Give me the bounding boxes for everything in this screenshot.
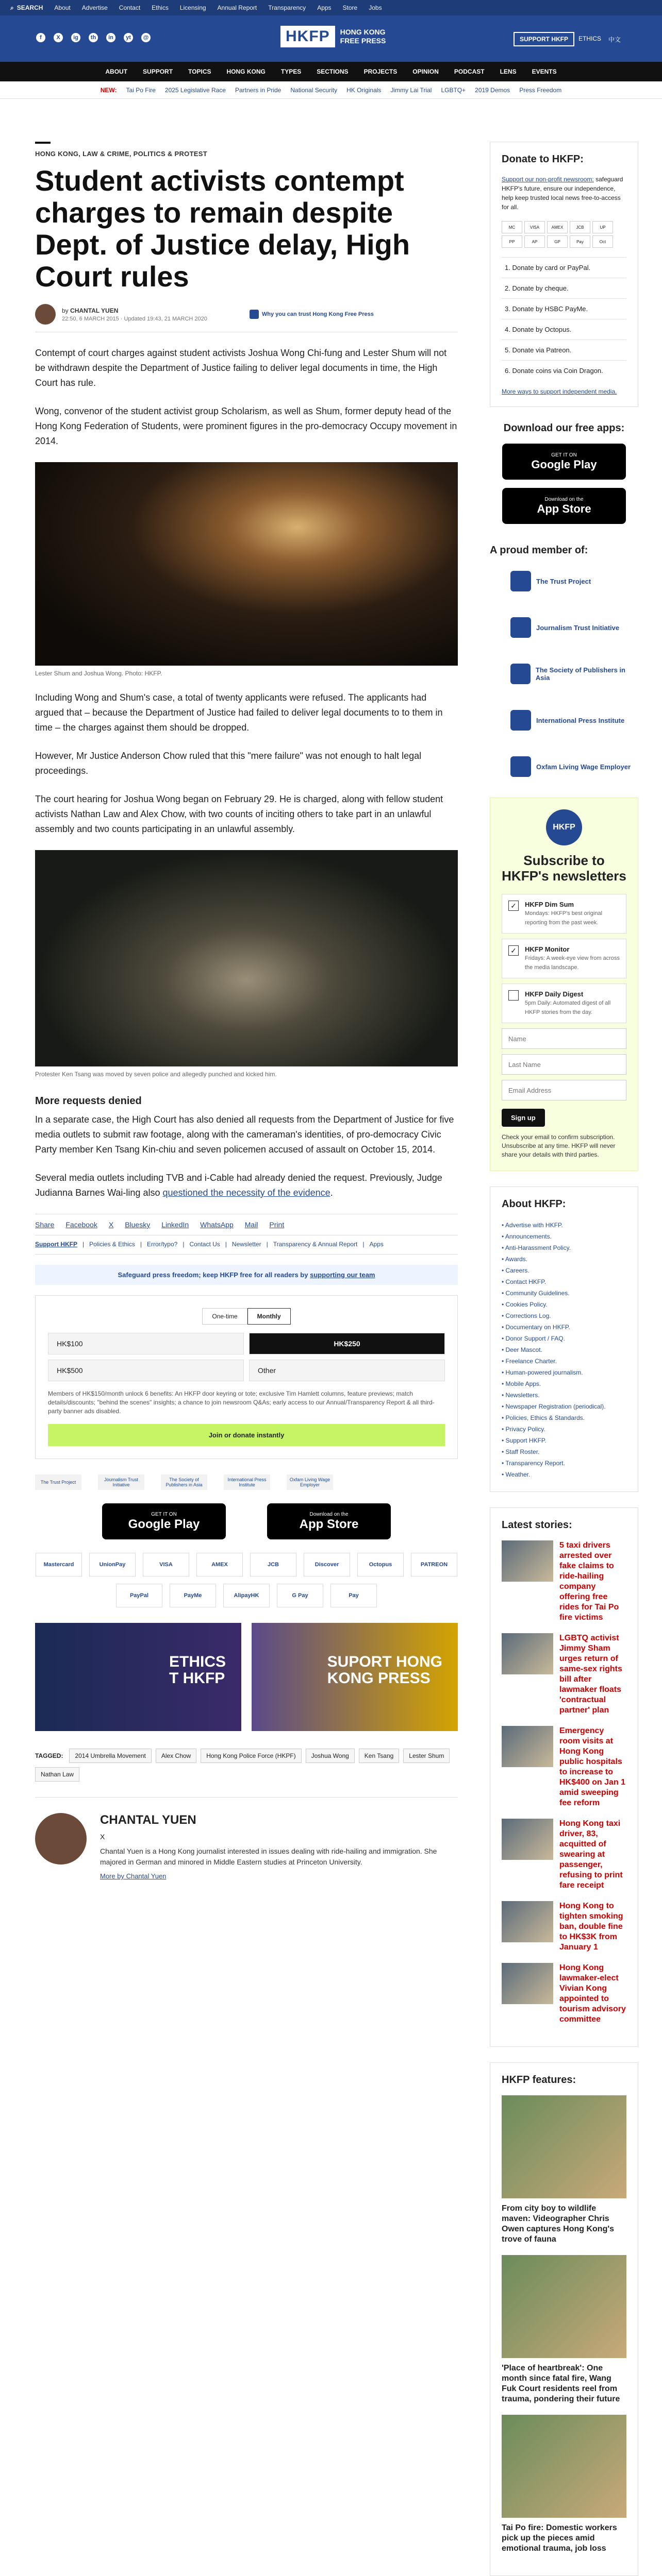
join-button[interactable]: Join or donate instantly <box>48 1424 445 1446</box>
util-link-annual-report[interactable]: Annual Report <box>217 4 257 11</box>
membership-note: Members of HK$150/month unlock 6 benefits: An HKFP door keyring or tote; exclusive Tim Hamlett columns, feature previews; match details/discounts; "behind the scenes" insights; a chance to join newsroom Q&As; early access to our Annual/Transparency Report & all third-party banner ads disabled. <box>48 1390 435 1415</box>
footer-link[interactable]: Contact Us <box>189 1241 220 1248</box>
app-store-button[interactable]: Download on the App Store <box>502 488 626 524</box>
author-name[interactable]: CHANTAL YUEN <box>100 1813 196 1827</box>
article-title: Student activists contempt charges to remain despite Dept. of Justice delay, High Court rules <box>35 164 410 293</box>
footer-link[interactable]: Newsletter <box>231 1241 261 1248</box>
ticker-item[interactable]: Partners in Pride <box>235 86 282 94</box>
feature-image[interactable] <box>502 2415 626 2518</box>
util-link-apps[interactable]: Apps <box>317 4 332 11</box>
card-icon: MC <box>502 221 522 233</box>
ticker-item[interactable]: Tai Po Fire <box>126 86 156 94</box>
amount-grid <box>48 1333 445 1381</box>
ticker-item[interactable]: Press Freedom <box>519 86 562 94</box>
about-title: About HKFP: <box>502 1198 566 1210</box>
member-section <box>490 545 638 782</box>
google-play-button[interactable]: GET IT ON Google Play <box>102 1503 226 1539</box>
about-link[interactable]: • Support HKFP. <box>502 1435 626 1446</box>
about-link[interactable]: • Policies, Ethics & Standards. <box>502 1412 626 1423</box>
share-x[interactable]: X <box>108 1221 114 1229</box>
about-link[interactable]: • Careers. <box>502 1265 626 1276</box>
evidence-link[interactable]: questioned the necessity of the evidence <box>162 1188 330 1198</box>
tags-label: TAGGED: <box>35 1752 63 1759</box>
social-icons <box>36 33 151 42</box>
donate-title: Donate to HKFP: <box>502 154 584 165</box>
nav-support[interactable]: SUPPORT <box>143 68 173 75</box>
site-logo[interactable] <box>280 26 386 47</box>
card-icon: JCB <box>570 221 590 233</box>
donate-option[interactable]: 2. Donate by cheque. <box>502 278 626 298</box>
member-logo[interactable]: Journalism Trust Initiative <box>490 612 638 643</box>
share-bluesky[interactable]: Bluesky <box>125 1221 151 1229</box>
ticker-label: NEW: <box>100 86 117 94</box>
about-link[interactable]: • Transparency Report. <box>502 1458 626 1469</box>
features-box <box>490 2062 638 2576</box>
partner-logo[interactable]: The Society of Publishers in Asia <box>161 1475 207 1490</box>
support-team-link[interactable]: supporting our team <box>310 1271 375 1279</box>
feature-image[interactable] <box>502 2095 626 2198</box>
trust-icon <box>250 310 259 319</box>
about-link[interactable]: • Staff Roster. <box>502 1446 626 1458</box>
card-icon: AMEX <box>547 221 568 233</box>
app-store-buttons <box>35 1503 458 1539</box>
newsletter-box <box>490 798 638 1171</box>
nav-opinion[interactable]: OPINION <box>412 68 439 75</box>
article-footer-links: Support HKFP | Policies & Ethics | Error/typo? | Contact Us | Newsletter | Transparency & Annual Report | Apps <box>35 1241 458 1255</box>
tag-list <box>35 1749 458 1782</box>
about-box <box>490 1187 638 1492</box>
nav-about[interactable]: ABOUT <box>105 68 128 75</box>
about-link[interactable]: • Deer Mascot. <box>502 1344 626 1355</box>
email-input[interactable]: Email Address <box>502 1080 626 1100</box>
util-link-advertise[interactable]: Advertise <box>81 4 108 11</box>
about-link[interactable]: • Weather. <box>502 1469 626 1480</box>
tag[interactable]: Ken Tsang <box>359 1749 400 1763</box>
gpay-icon: G Pay <box>277 1584 323 1607</box>
signup-button[interactable]: Sign up <box>502 1109 545 1127</box>
search-link[interactable]: ⌕ SEARCH <box>10 4 43 11</box>
alipay-icon: AlipayHK <box>223 1584 270 1607</box>
about-link[interactable]: • Advertise with HKFP. <box>502 1219 626 1231</box>
support-newsroom-link[interactable]: Support our non-profit newsroom: <box>502 176 594 183</box>
ticker-item[interactable]: 2025 Legislative Race <box>164 86 226 94</box>
publish-date: 22:50, 6 MARCH 2015 · Updated 19:43, 21 MARCH 2020 <box>62 315 207 322</box>
checkbox[interactable] <box>508 990 519 1001</box>
facebook-icon[interactable]: f <box>36 33 45 42</box>
util-link-transparency[interactable]: Transparency <box>268 4 306 11</box>
tag[interactable]: Nathan Law <box>35 1767 79 1782</box>
paragraph: In a separate case, the High Court has also denied all requests from the Department of Justice for five media outlets to submit raw footage, along with the cameraman's identities, of pro-democracy Civic Party member Ken Tsang Kin-chiu and seven policemen accused of assault on October 15, 2014. <box>35 1114 454 1155</box>
nav-lens[interactable]: LENS <box>500 68 517 75</box>
byline <box>35 304 458 332</box>
card-logos <box>502 221 626 248</box>
amount-option-selected[interactable]: HK$250 <box>249 1333 445 1354</box>
partner-logo[interactable]: International Press Institute <box>224 1475 270 1490</box>
app-store-button[interactable]: Download on the App Store <box>267 1503 391 1539</box>
newsletter-option[interactable]: ✓ HKFP Dim Sum Mondays: HKFP's best original reporting from the past week. <box>502 894 626 934</box>
story-thumbnail <box>502 1633 553 1674</box>
ticker-item[interactable]: Jimmy Lai Trial <box>390 86 432 94</box>
donation-widget <box>35 1295 458 1459</box>
author-link[interactable]: CHANTAL YUEN <box>70 307 119 314</box>
card-icon: VISA <box>524 221 545 233</box>
about-link[interactable]: • Human-powered journalism. <box>502 1367 626 1378</box>
about-link[interactable]: • Announcements. <box>502 1231 626 1242</box>
share-linkedin[interactable]: LinkedIn <box>161 1221 189 1229</box>
instagram-icon[interactable]: ig <box>71 33 80 42</box>
main-nav <box>0 62 662 81</box>
author-bio: Chantal Yuen is a Hong Kong journalist interested in issues dealing with ride-hailing and immigration. She majored in German and minored in Middle Eastern studies at Princeton University. <box>100 1847 437 1866</box>
partner-logo[interactable]: The Trust Project <box>35 1475 81 1490</box>
google-play-button[interactable]: GET IT ON Google Play <box>502 444 626 480</box>
amount-option[interactable]: HK$100 <box>48 1333 244 1354</box>
patreon-icon: PATREON <box>411 1553 457 1577</box>
ticker-item[interactable]: HK Originals <box>346 86 382 94</box>
jcb-icon: JCB <box>250 1553 296 1577</box>
apps-section <box>490 422 638 524</box>
util-link-ethics[interactable]: Ethics <box>152 4 169 11</box>
about-link[interactable]: • Freelance Charter. <box>502 1355 626 1367</box>
share-link[interactable]: Share <box>35 1221 55 1229</box>
newsletter-badge: HKFP <box>546 809 582 845</box>
about-link[interactable]: • Privacy Policy. <box>502 1423 626 1435</box>
paypal-icon: PayPal <box>116 1584 162 1607</box>
share-facebook[interactable]: Facebook <box>65 1221 97 1229</box>
share-print[interactable]: Print <box>269 1221 285 1229</box>
search-icon: ⌕ <box>10 4 14 11</box>
amount-option[interactable]: HK$500 <box>48 1360 244 1381</box>
x-icon[interactable]: X <box>100 1833 105 1841</box>
nav-podcast[interactable]: PODCAST <box>454 68 485 75</box>
latest-title: Latest stories: <box>502 1519 572 1531</box>
story-thumbnail <box>502 1901 553 1942</box>
about-link[interactable]: • Donor Support / FAQ. <box>502 1333 626 1344</box>
article-kicker[interactable]: HONG KONG, LAW & CRIME, POLITICS & PROTEST <box>35 150 207 158</box>
threads-icon[interactable]: th <box>89 33 98 42</box>
nav-topics[interactable]: TOPICS <box>188 68 211 75</box>
tag[interactable]: 2014 Umbrella Movement <box>69 1749 151 1763</box>
share-mail[interactable]: Mail <box>244 1221 258 1229</box>
author-box <box>35 1797 458 1881</box>
list-item[interactable]: 5 taxi drivers arrested over fake claims to ride-hailing company offering free rides for Tai Po fire victims <box>502 1540 626 1623</box>
footer-link[interactable]: Support HKFP <box>35 1241 77 1248</box>
member-logo[interactable]: The Society of Publishers in Asia <box>490 658 638 689</box>
newsletter-title: Subscribe to HKFP's newsletters <box>502 853 626 884</box>
donate-option[interactable]: 6. Donate coins via Coin Dragon. <box>502 360 626 381</box>
amex-icon: AMEX <box>196 1553 243 1577</box>
list-item[interactable]: Hong Kong to tighten smoking ban, double fine to HK$3K from January 1 <box>502 1901 626 1953</box>
photo-caption: Protester Ken Tsang was moved by seven police and allegedly punched and kicked him. <box>35 1071 277 1078</box>
feature-headline[interactable]: 'Place of heartbreak': One month since fatal fire, Wang Fuk Court residents reel from trauma, pondering their future <box>502 2364 620 2403</box>
mastercard-icon: Mastercard <box>36 1553 82 1577</box>
brand-bar <box>0 15 662 62</box>
util-link-licensing[interactable]: Licensing <box>179 4 206 11</box>
features-title: HKFP features: <box>502 2074 576 2086</box>
utility-bar <box>0 0 662 15</box>
about-link[interactable]: • Cookies Policy. <box>502 1299 626 1310</box>
footer-link[interactable]: Error/typo? <box>146 1241 178 1248</box>
util-link-contact[interactable]: Contact <box>119 4 141 11</box>
logo-line-1: HONG KONG <box>340 28 386 36</box>
payment-logos <box>35 1553 458 1607</box>
list-item[interactable]: LGBTQ activist Jimmy Sham urges return of same-sex rights bill after lawmaker floats 'contractual partner' plan <box>502 1633 626 1716</box>
partner-logo[interactable]: Oxfam Living Wage Employer <box>287 1475 333 1490</box>
about-link[interactable]: • Newspaper Registration (periodical). <box>502 1401 626 1412</box>
subheading: More requests denied <box>35 1095 142 1107</box>
about-link[interactable]: • Contact HKFP. <box>502 1276 626 1287</box>
donate-box <box>490 142 638 407</box>
octopus-icon: Octopus <box>357 1553 404 1577</box>
story-thumbnail <box>502 1963 553 2004</box>
ticker-item[interactable]: LGBTQ+ <box>441 86 466 94</box>
author-avatar[interactable] <box>35 304 56 325</box>
paragraph: Including Wong and Shum's case, a total of twenty applicants were refused. The applicants had argued that – because the Department of Justice had failed to deliver legal documents to to them in time – the charges against them should be dropped. <box>35 692 443 733</box>
last-name-input[interactable]: Last Name <box>502 1054 626 1075</box>
sidebar <box>490 142 638 2576</box>
tag[interactable]: Hong Kong Police Force (HKPF) <box>201 1749 301 1763</box>
payme-icon: PayMe <box>170 1584 216 1607</box>
photo-caption: Lester Shum and Joshua Wong. Photo: HKFP. <box>35 670 162 677</box>
share-bar <box>35 1214 458 1235</box>
apple-pay-icon: Pay <box>330 1584 377 1607</box>
mastodon-icon[interactable]: @ <box>141 33 151 42</box>
photo-ken-tsang <box>35 850 458 1066</box>
about-list <box>502 1219 626 1480</box>
about-link[interactable]: • Anti-Harassment Policy. <box>502 1242 626 1253</box>
partner-logo[interactable]: Journalism Trust Initiative <box>98 1475 144 1490</box>
ethics-banner[interactable]: ETHICS T HKFP <box>35 1623 241 1731</box>
feature-image[interactable] <box>502 2255 626 2358</box>
list-item[interactable]: Hong Kong taxi driver, 83, acquitted of swearing at passenger, refusing to print fare receipt <box>502 1819 626 1891</box>
author-photo[interactable] <box>35 1813 87 1865</box>
more-ways-link[interactable]: More ways to support independent media. <box>502 388 617 395</box>
discover-icon: Discover <box>304 1553 350 1577</box>
ticker-item[interactable]: 2019 Demos <box>475 86 510 94</box>
donate-option[interactable]: 1. Donate by card or PayPal. <box>502 257 626 278</box>
card-icon: UP <box>592 221 613 233</box>
nav-events[interactable]: EVENTS <box>532 68 557 75</box>
topic-ticker <box>0 81 662 99</box>
linkedin-icon[interactable]: in <box>106 33 115 42</box>
support-hkfp-button[interactable]: SUPPORT HKFP <box>514 32 574 46</box>
newsletter-option[interactable]: ✓ HKFP Monitor Fridays: A week-eye view from across the media landscape. <box>502 939 626 978</box>
story-thumbnail <box>502 1819 553 1860</box>
ethics-link[interactable]: ETHICS <box>578 35 601 42</box>
card-icon: AP <box>524 235 545 248</box>
card-icon: GP <box>547 235 568 248</box>
apps-title: Download our free apps: <box>503 422 625 434</box>
donate-option[interactable]: 3. Donate by HSBC PayMe. <box>502 298 626 319</box>
promo-banners <box>35 1623 458 1731</box>
list-item[interactable]: Hong Kong lawmaker-elect Vivian Kong appointed to tourism advisory committee <box>502 1963 626 2025</box>
ticker-item[interactable]: National Security <box>290 86 338 94</box>
tag[interactable]: Joshua Wong <box>306 1749 355 1763</box>
frequency-toggle <box>48 1308 445 1325</box>
nav-sections[interactable]: SECTIONS <box>317 68 349 75</box>
card-icon: Pay <box>570 235 590 248</box>
latest-stories <box>490 1507 638 2047</box>
member-logo[interactable]: International Press Institute <box>490 705 638 736</box>
story-thumbnail <box>502 1726 553 1767</box>
article <box>35 142 458 1881</box>
logo-box: HKFP <box>280 26 335 47</box>
feature-headline[interactable]: Tai Po fire: Domestic workers pick up the pieces amid emotional trauma, job loss <box>502 2523 617 2553</box>
photo-wong-shum <box>35 462 458 666</box>
footer-link[interactable]: Apps <box>369 1241 384 1248</box>
donate-text: safeguard HKFP's future, ensure our independence, help keep trusted local news free-to-access for all. <box>502 176 623 211</box>
trust-link[interactable]: Why you can trust Hong Kong Free Press <box>250 310 374 319</box>
first-name-input[interactable]: Name <box>502 1028 626 1049</box>
card-icon: Oct <box>592 235 613 248</box>
nav-types[interactable]: TYPES <box>280 68 302 75</box>
member-logo[interactable]: Oxfam Living Wage Employer <box>490 751 638 782</box>
footer-link[interactable]: Policies & Ethics <box>89 1241 135 1248</box>
about-link[interactable]: • Community Guidelines. <box>502 1287 626 1299</box>
footer-link[interactable]: Transparency & Annual Report <box>273 1241 358 1248</box>
paragraph: The court hearing for Joshua Wong began on February 29. He is charged, along with fellow student activists Nathan Law and Alex Chow, with two counts of inciting others to take part in an unlawful assembly and two counts participating in an unlawful assembly. <box>35 794 443 834</box>
support-banner[interactable]: SUPORT HONG KONG PRESS <box>252 1623 458 1731</box>
about-link[interactable]: • Corrections Log. <box>502 1310 626 1321</box>
chinese-link[interactable]: 中文 <box>608 36 621 43</box>
paragraph: Several media outlets including TVB and i-Cable had already denied the request. Previously, Judge Judianna Barnes Wai-ling also questioned the necessity of the evidence. <box>35 1173 442 1198</box>
paragraph: Wong, convenor of the student activist group Scholarism, as well as Shum, former deputy head of the Hong Kong Federation of Students, were prominent figures in the pro-democracy Occupy movement in 2014. <box>35 406 457 446</box>
checkbox[interactable]: ✓ <box>508 945 519 956</box>
safeguard-banner: Safeguard press freedom; keep HKFP free for all readers by supporting our team <box>35 1265 458 1285</box>
util-link-store[interactable]: Store <box>342 4 358 11</box>
youtube-icon[interactable]: yt <box>124 33 133 42</box>
member-logo[interactable]: The Trust Project <box>490 566 638 597</box>
member-title: A proud member of: <box>490 545 588 556</box>
feature-headline[interactable]: From city boy to wildlife maven: Videographer Chris Owen captures Hong Kong's trove of fauna <box>502 2204 615 2244</box>
newsletter-option[interactable]: HKFP Daily Digest 5pm Daily: Automated digest of all HKFP stories from the day. <box>502 984 626 1023</box>
card-icon: PP <box>502 235 522 248</box>
paragraph: Contempt of court charges against student activists Joshua Wong Chi-fung and Lester Shum will not be withdrawn despite the Department of Justice failing to deliver legal documents in time, the High Court has rule. <box>35 348 447 388</box>
donate-option[interactable]: 5. Donate via Patreon. <box>502 340 626 360</box>
donate-option[interactable]: 4. Donate by Octopus. <box>502 319 626 340</box>
unionpay-icon: UnionPay <box>89 1553 136 1577</box>
newsletter-note: Check your email to confirm subscription. Unsubscribe at any time. HKFP will never share your details with third parties. <box>502 1133 616 1158</box>
freq-monthly[interactable]: Monthly <box>247 1308 291 1325</box>
amount-other-input[interactable]: Other <box>249 1360 445 1381</box>
paragraph: However, Mr Justice Anderson Chow ruled that this "mere failure" was not enough to halt legal proceedings. <box>35 751 422 776</box>
x-icon[interactable]: X <box>54 33 63 42</box>
more-by-author-link[interactable]: More by Chantal Yuen <box>100 1872 167 1880</box>
list-item[interactable]: Emergency room visits at Hong Kong public hospitals to increase to HK$400 on Jan 1 amid sweeping fee reform <box>502 1726 626 1808</box>
tag[interactable]: Lester Shum <box>403 1749 450 1763</box>
util-link-about[interactable]: About <box>54 4 71 11</box>
about-link[interactable]: • Newsletters. <box>502 1389 626 1401</box>
partner-logos <box>35 1475 458 1490</box>
checkbox[interactable]: ✓ <box>508 901 519 911</box>
kicker-rule <box>35 142 51 144</box>
tag[interactable]: Alex Chow <box>156 1749 196 1763</box>
freq-one-time[interactable]: One-time <box>202 1308 247 1325</box>
byline-by: by <box>62 307 69 314</box>
story-thumbnail <box>502 1540 553 1582</box>
nav-projects[interactable]: PROJECTS <box>363 68 398 75</box>
about-link[interactable]: • Documentary on HKFP. <box>502 1321 626 1333</box>
nav-hong-kong[interactable]: HONG KONG <box>226 68 266 75</box>
visa-icon: VISA <box>143 1553 189 1577</box>
util-link-jobs[interactable]: Jobs <box>369 4 382 11</box>
share-whatsapp[interactable]: WhatsApp <box>200 1221 234 1229</box>
about-link[interactable]: • Mobile Apps. <box>502 1378 626 1389</box>
about-link[interactable]: • Awards. <box>502 1253 626 1265</box>
logo-line-2: FREE PRESS <box>340 37 386 45</box>
